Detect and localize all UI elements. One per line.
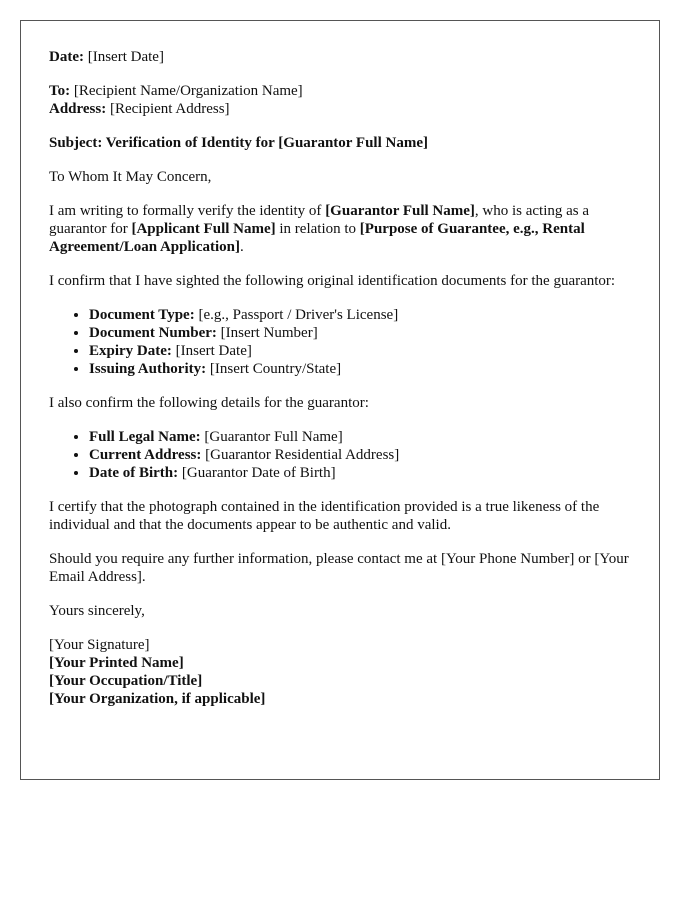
address-label: Address: xyxy=(49,101,107,117)
list-item-value: [Insert Country/State] xyxy=(206,361,342,377)
organization-text: [Your Organization, if applicable] xyxy=(49,691,266,707)
list-item-label: Expiry Date: xyxy=(89,343,172,359)
list-item-value: [Guarantor Full Name] xyxy=(200,429,343,445)
list-item-value: [e.g., Passport / Driver's License] xyxy=(194,307,399,323)
list-item-value: [Insert Date] xyxy=(171,343,252,359)
intro-guarantor-name: [Guarantor Full Name] xyxy=(325,203,475,219)
occupation-text: [Your Occupation/Title] xyxy=(49,673,203,689)
intro-text-2: , who is acting as a guarantor for xyxy=(49,203,590,237)
letter-document xyxy=(20,20,660,780)
address-value: [Recipient Address] xyxy=(106,101,230,117)
list-item xyxy=(89,446,631,464)
subject-line xyxy=(49,134,631,152)
list-item-label: Full Legal Name: xyxy=(89,429,201,445)
intro-purpose: [Purpose of Guarantee, e.g., Rental Agreement/Loan Application] xyxy=(49,221,585,255)
intro-paragraph xyxy=(49,202,631,256)
to-label: To: xyxy=(49,83,71,99)
list-item-label: Current Address: xyxy=(89,447,202,463)
subject-text: Subject: Verification of Identity for [Guarantor Full Name] xyxy=(49,135,428,151)
details-list xyxy=(49,428,631,482)
documents-intro-paragraph: I confirm that I have sighted the following original identification documents for the guarantor: xyxy=(49,273,616,289)
intro-text-4: . xyxy=(239,239,244,255)
list-item-value: [Insert Number] xyxy=(216,325,318,341)
date-label: Date: xyxy=(49,49,84,65)
list-item-label: Date of Birth: xyxy=(89,465,179,481)
salutation: To Whom It May Concern, xyxy=(49,169,212,185)
intro-applicant-name: [Applicant Full Name] xyxy=(131,221,276,237)
address-line xyxy=(49,100,631,118)
list-item-label: Document Number: xyxy=(89,325,217,341)
to-line xyxy=(49,82,631,100)
list-item-value: [Guarantor Date of Birth] xyxy=(178,465,336,481)
details-intro-paragraph: I also confirm the following details for the guarantor: xyxy=(49,395,369,411)
list-item xyxy=(89,324,631,342)
date-line xyxy=(49,48,631,66)
list-item-label: Issuing Authority: xyxy=(89,361,207,377)
closing: Yours sincerely, xyxy=(49,603,145,619)
to-value: [Recipient Name/Organization Name] xyxy=(70,83,303,99)
signature-placeholder: [Your Signature] xyxy=(49,637,150,653)
date-value: [Insert Date] xyxy=(83,49,164,65)
list-item-value: [Guarantor Residential Address] xyxy=(201,447,400,463)
printed-name-text: [Your Printed Name] xyxy=(49,655,184,671)
certification-paragraph: I certify that the photograph contained in the identification provided is a true likeness of the individual and that the documents appear to be authentic and valid. xyxy=(49,499,600,533)
list-item-label: Document Type: xyxy=(89,307,195,323)
list-item xyxy=(89,428,631,446)
documents-list xyxy=(49,306,631,378)
contact-paragraph: Should you require any further information, please contact me at [Your Phone Number] or [Your Email Address]. xyxy=(49,551,629,585)
intro-text-3: in relation to xyxy=(275,221,360,237)
list-item xyxy=(89,306,631,324)
list-item xyxy=(89,464,631,482)
intro-text-1: I am writing to formally verify the identity of xyxy=(49,203,326,219)
organization xyxy=(49,690,631,708)
list-item xyxy=(89,342,631,360)
list-item xyxy=(89,360,631,378)
printed-name xyxy=(49,654,631,672)
occupation xyxy=(49,672,631,690)
